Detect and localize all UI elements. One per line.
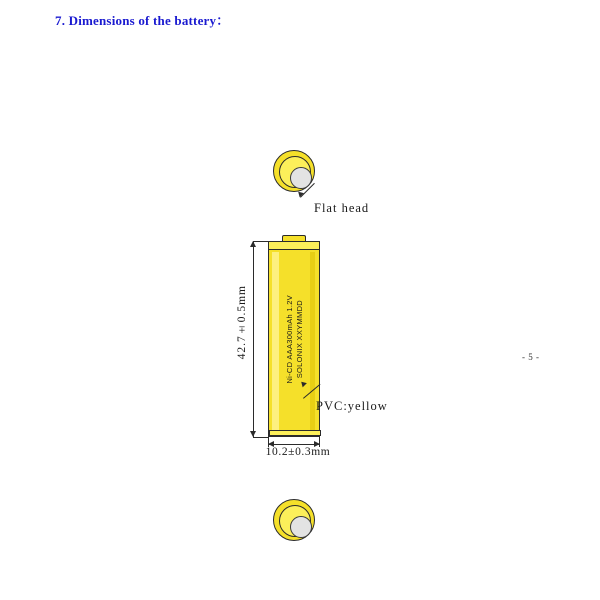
battery-bottom-band xyxy=(269,430,321,436)
callout-pvc-yellow: PVC:yellow xyxy=(316,399,388,413)
battery-label-line-2: Ni-CD AAA300mAh 1.2V xyxy=(284,294,294,384)
flat-head-ring xyxy=(279,156,311,188)
height-extension-line-bottom xyxy=(253,437,269,438)
callout-flat-head: Flat head xyxy=(314,201,370,215)
height-arrow-up-icon xyxy=(250,241,256,247)
battery-printed-label xyxy=(268,287,320,391)
height-dimension-line xyxy=(253,241,254,437)
flat-head-ring xyxy=(279,505,311,537)
height-arrow-down-icon xyxy=(250,431,256,437)
flat-head-contact xyxy=(290,167,312,189)
battery-flat-head-top-view xyxy=(273,150,315,192)
diameter-dimension-label: 10.2±0.3mm xyxy=(265,446,331,458)
diameter-dimension-line xyxy=(268,444,320,445)
flat-head-leader-arrow xyxy=(296,190,304,198)
battery-side-view xyxy=(268,241,320,437)
height-dimension-label: 42.7±0.5mm xyxy=(236,285,248,360)
page-title: 7. Dimensions of the battery： xyxy=(55,13,230,28)
page-number: - 5 - xyxy=(522,352,540,362)
flat-head-contact xyxy=(290,516,312,538)
battery-flat-head-bottom-view xyxy=(273,499,315,541)
battery-label-line-1: SOLONIX XXYMMDD xyxy=(294,299,304,379)
